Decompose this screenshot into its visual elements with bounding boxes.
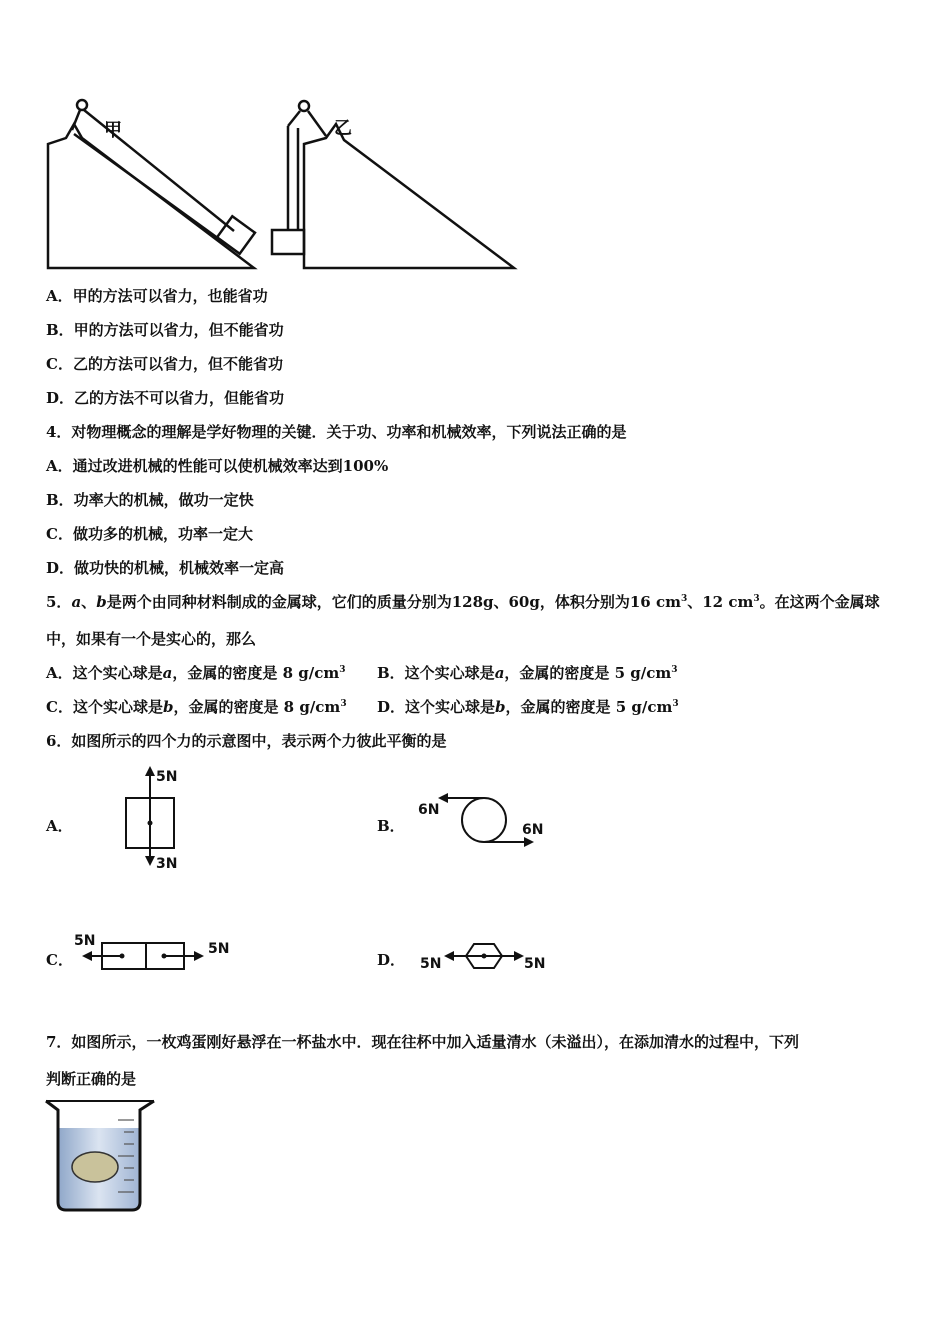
q5-b-pre: B．这个实心球是 [377,664,495,682]
q6-c-left-label: 5N [74,933,96,949]
q5-stem-main: 是两个由同种材料制成的金属球，它们的质量分别为128g、60g，体积分别为16 cm [106,593,681,611]
q6-stem: 6．如图所示的四个力的示意图中，表示两个力彼此平衡的是 [46,732,447,750]
q7-stem-line1: 7．如图所示，一枚鸡蛋刚好悬浮在一杯盐水中．现在往杯中加入适量清水（未溢出），在添加清水的过程中，下列 [46,1033,799,1051]
q5-d-var: b [495,698,506,716]
q7-stem-line2: 判断正确的是 [46,1070,137,1088]
q5-num: 5． [46,593,72,611]
q6-option-a-diagram[interactable] [110,764,200,874]
q5-a-pre: A．这个实心球是 [46,664,163,682]
q5-exp-1: 3 [680,594,688,604]
q5-a-exp: 3 [339,665,346,675]
q5-b-var: a [494,664,505,682]
q5-d-post: ，金属的密度是 5 g/cm [505,698,673,716]
q3-option-d[interactable]: D．乙的方法不可以省力，但能省功 [46,389,285,407]
q4-option-d[interactable]: D．做功快的机械，机械效率一定高 [46,559,285,577]
q6-d-left-label: 5N [420,956,442,972]
q5-sep: 、 [81,593,97,611]
q5-stem-tail: 。在这两个金属球 [759,593,880,611]
q6-b-left-label: 6N [418,802,440,818]
q6-option-b-diagram[interactable] [412,788,552,852]
q6-option-c-letter[interactable]: C． [46,951,73,969]
q6-option-d-diagram[interactable] [414,934,554,978]
q6-option-a-letter[interactable]: A． [46,817,73,835]
q5-var-b: b [96,593,107,611]
q5-exp-2: 3 [753,594,760,604]
q4-option-b[interactable]: B．功率大的机械，做功一定快 [46,491,254,509]
label-jia: 甲 [104,120,122,141]
q5-option-b[interactable] [377,663,678,683]
q5-stem-sep: 、12 cm [687,593,754,611]
q5-a-post: ，金属的密度是 8 g/cm [172,664,340,682]
q5-a-var: a [162,664,173,682]
q5-b-post: ，金属的密度是 5 g/cm [504,664,672,682]
q6-option-c-diagram[interactable] [72,930,237,980]
q5-c-var: b [162,698,174,716]
q5-b-exp: 3 [671,665,678,675]
q5-d-pre: D．这个实心球是 [377,698,496,716]
q5-stem-line1 [46,592,880,612]
q5-c-post: ，金属的密度是 8 g/cm [173,698,341,716]
q4-option-c[interactable]: C．做功多的机械，功率一定大 [46,525,253,543]
q6-b-right-label: 6N [522,822,544,838]
egg [72,1152,118,1182]
inclined-plane-figure [44,96,524,274]
q5-option-a[interactable] [46,663,346,683]
q5-option-d[interactable] [377,697,679,717]
q3-option-a[interactable]: A．甲的方法可以省力，也能省功 [46,287,268,305]
q6-a-up-label: 5N [156,769,178,785]
q5-var-a: a [71,593,82,611]
q5-c-exp: 3 [340,699,347,709]
q6-d-right-label: 5N [524,956,546,972]
q6-a-down-label: 3N [156,856,178,872]
q3-option-b[interactable]: B．甲的方法可以省力，但不能省功 [46,321,284,339]
q6-option-b-letter[interactable]: B． [377,817,405,835]
beaker-egg-figure [44,1098,159,1216]
method-jia-diagram [48,100,255,268]
q3-option-c[interactable]: C．乙的方法可以省力，但不能省功 [46,355,283,373]
q4-option-a[interactable]: A．通过改进机械的性能可以使机械效率达到100% [46,457,389,475]
q5-option-c[interactable] [46,697,347,717]
q5-d-exp: 3 [672,699,679,709]
q5-stem-line2: 中，如果有一个是实心的，那么 [46,630,257,648]
q5-c-pre: C．这个实心球是 [46,698,163,716]
label-yi: 乙 [334,118,352,139]
q4-stem: 4．对物理概念的理解是学好物理的关键．关于功、功率和机械效率，下列说法正确的是 [46,423,627,441]
method-yi-diagram [272,101,514,268]
q6-c-right-label: 5N [208,941,230,957]
q6-option-d-letter[interactable]: D． [377,951,406,969]
